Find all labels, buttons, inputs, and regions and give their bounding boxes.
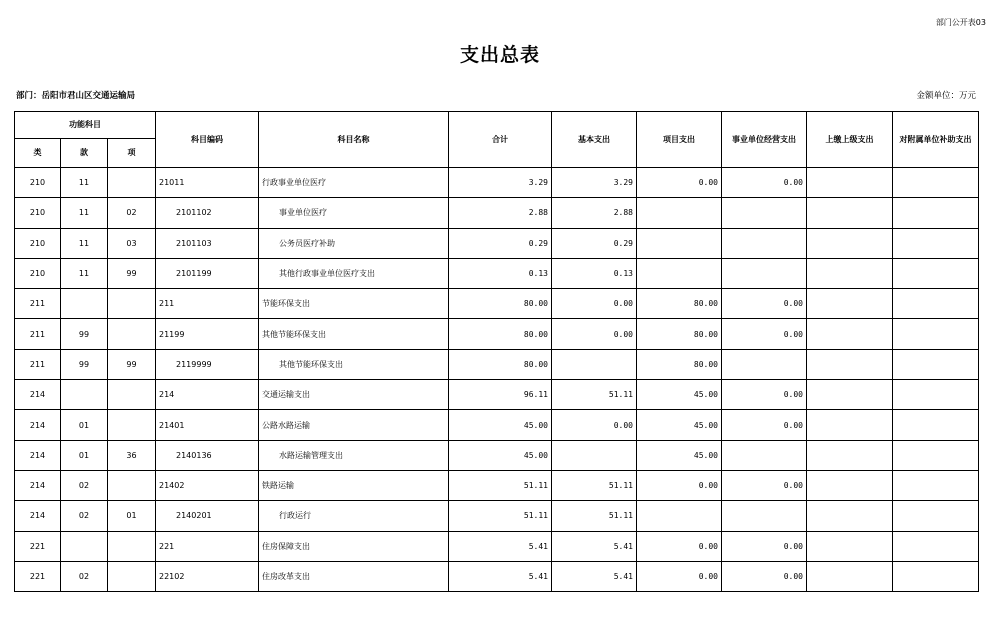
cell-xiang: [108, 561, 156, 591]
cell-upper: [807, 168, 893, 198]
cell-total: 80.00: [449, 349, 552, 379]
cell-xiang: [108, 168, 156, 198]
cell-xiang: 99: [108, 258, 156, 288]
cell-kuan: 99: [61, 319, 108, 349]
cell-lei: 214: [15, 380, 61, 410]
cell-project: 80.00: [637, 289, 722, 319]
cell-xiang: 99: [108, 349, 156, 379]
cell-xiang: [108, 319, 156, 349]
cell-business: 0.00: [722, 319, 807, 349]
cell-name: 事业单位医疗: [259, 198, 449, 228]
cell-kuan: 01: [61, 440, 108, 470]
header-func-subject: 功能科目: [15, 112, 156, 139]
cell-upper: [807, 198, 893, 228]
header-upper: 上缴上级支出: [807, 112, 893, 168]
cell-lei: 210: [15, 258, 61, 288]
cell-code: 21199: [156, 319, 259, 349]
cell-business: 0.00: [722, 561, 807, 591]
cell-business: [722, 440, 807, 470]
table-row: [15, 349, 979, 379]
cell-kuan: [61, 531, 108, 561]
cell-name: 其他节能环保支出: [259, 349, 449, 379]
cell-project: 80.00: [637, 349, 722, 379]
cell-basic: [552, 349, 637, 379]
cell-project: [637, 228, 722, 258]
cell-subsidy: [893, 349, 979, 379]
cell-upper: [807, 410, 893, 440]
cell-code: 22102: [156, 561, 259, 591]
cell-business: 0.00: [722, 470, 807, 500]
cell-basic: 2.88: [552, 198, 637, 228]
header-business: 事业单位经营支出: [722, 112, 807, 168]
header-project: 项目支出: [637, 112, 722, 168]
cell-basic: 51.11: [552, 470, 637, 500]
header-total: 合计: [449, 112, 552, 168]
cell-basic: 0.00: [552, 410, 637, 440]
cell-total: 0.29: [449, 228, 552, 258]
cell-basic: 51.11: [552, 501, 637, 531]
cell-kuan: [61, 289, 108, 319]
cell-business: 0.00: [722, 380, 807, 410]
table-row: [15, 470, 979, 500]
cell-name: 公务员医疗补助: [259, 228, 449, 258]
cell-project: 0.00: [637, 531, 722, 561]
cell-business: [722, 198, 807, 228]
cell-code: 2140136: [156, 440, 259, 470]
cell-project: 0.00: [637, 470, 722, 500]
cell-kuan: 11: [61, 198, 108, 228]
cell-upper: [807, 440, 893, 470]
cell-business: 0.00: [722, 289, 807, 319]
cell-subsidy: [893, 410, 979, 440]
cell-subsidy: [893, 319, 979, 349]
cell-kuan: 02: [61, 501, 108, 531]
cell-upper: [807, 470, 893, 500]
cell-business: 0.00: [722, 410, 807, 440]
cell-basic: 5.41: [552, 561, 637, 591]
cell-total: 3.29: [449, 168, 552, 198]
cell-lei: 214: [15, 440, 61, 470]
cell-upper: [807, 319, 893, 349]
cell-name: 公路水路运输: [259, 410, 449, 440]
header-kuan: 款: [61, 139, 108, 168]
cell-basic: 5.41: [552, 531, 637, 561]
cell-xiang: 02: [108, 198, 156, 228]
header-name: 科目名称: [259, 112, 449, 168]
cell-code: 21401: [156, 410, 259, 440]
cell-code: 2101199: [156, 258, 259, 288]
header-lei: 类: [15, 139, 61, 168]
cell-basic: 0.00: [552, 319, 637, 349]
cell-lei: 210: [15, 228, 61, 258]
cell-subsidy: [893, 470, 979, 500]
header-xiang: 项: [108, 139, 156, 168]
cell-upper: [807, 289, 893, 319]
amount-unit-label: 金额单位：万元: [916, 91, 976, 101]
cell-kuan: 11: [61, 168, 108, 198]
cell-total: 51.11: [449, 470, 552, 500]
table-row: [15, 531, 979, 561]
cell-project: [637, 501, 722, 531]
cell-code: 221: [156, 531, 259, 561]
cell-project: 80.00: [637, 319, 722, 349]
cell-total: 80.00: [449, 319, 552, 349]
cell-subsidy: [893, 228, 979, 258]
cell-name: 行政运行: [259, 501, 449, 531]
cell-total: 2.88: [449, 198, 552, 228]
cell-xiang: [108, 470, 156, 500]
cell-xiang: 01: [108, 501, 156, 531]
cell-subsidy: [893, 561, 979, 591]
cell-total: 0.13: [449, 258, 552, 288]
header-subsidy: 对附属单位补助支出: [893, 112, 979, 168]
cell-project: 0.00: [637, 561, 722, 591]
cell-upper: [807, 258, 893, 288]
cell-upper: [807, 561, 893, 591]
cell-basic: 51.11: [552, 380, 637, 410]
form-number: 部门公开表03: [935, 18, 986, 27]
table-row: [15, 258, 979, 288]
cell-lei: 211: [15, 289, 61, 319]
cell-xiang: [108, 531, 156, 561]
cell-total: 45.00: [449, 410, 552, 440]
table-row: [15, 561, 979, 591]
cell-total: 96.11: [449, 380, 552, 410]
table-row: [15, 168, 979, 198]
table-row: [15, 410, 979, 440]
table-row: [15, 228, 979, 258]
cell-lei: 211: [15, 319, 61, 349]
cell-business: 0.00: [722, 531, 807, 561]
cell-subsidy: [893, 531, 979, 561]
cell-code: 2101103: [156, 228, 259, 258]
cell-project: [637, 258, 722, 288]
cell-subsidy: [893, 289, 979, 319]
cell-basic: 3.29: [552, 168, 637, 198]
cell-total: 80.00: [449, 289, 552, 319]
expenditure-table: [14, 111, 979, 592]
cell-upper: [807, 380, 893, 410]
cell-basic: 0.00: [552, 289, 637, 319]
cell-code: 2119999: [156, 349, 259, 379]
cell-total: 5.41: [449, 531, 552, 561]
cell-kuan: [61, 380, 108, 410]
table-body: [15, 168, 979, 592]
cell-business: [722, 228, 807, 258]
table-row: [15, 289, 979, 319]
cell-code: 21011: [156, 168, 259, 198]
cell-total: 45.00: [449, 440, 552, 470]
cell-upper: [807, 228, 893, 258]
cell-project: 45.00: [637, 380, 722, 410]
cell-project: 45.00: [637, 410, 722, 440]
cell-total: 51.11: [449, 501, 552, 531]
cell-project: 45.00: [637, 440, 722, 470]
cell-subsidy: [893, 380, 979, 410]
cell-code: 21402: [156, 470, 259, 500]
cell-name: 其他行政事业单位医疗支出: [259, 258, 449, 288]
table-row: [15, 198, 979, 228]
cell-lei: 221: [15, 561, 61, 591]
cell-xiang: [108, 289, 156, 319]
cell-lei: 211: [15, 349, 61, 379]
cell-business: 0.00: [722, 168, 807, 198]
cell-xiang: [108, 410, 156, 440]
cell-kuan: 01: [61, 410, 108, 440]
cell-kuan: 02: [61, 561, 108, 591]
cell-lei: 214: [15, 410, 61, 440]
cell-xiang: 03: [108, 228, 156, 258]
cell-basic: 0.13: [552, 258, 637, 288]
cell-basic: [552, 440, 637, 470]
cell-lei: 210: [15, 168, 61, 198]
cell-code: 211: [156, 289, 259, 319]
header-code: 科目编码: [156, 112, 259, 168]
cell-upper: [807, 531, 893, 561]
cell-project: [637, 198, 722, 228]
cell-business: [722, 501, 807, 531]
cell-upper: [807, 349, 893, 379]
cell-basic: 0.29: [552, 228, 637, 258]
header-basic: 基本支出: [552, 112, 637, 168]
cell-name: 住房保障支出: [259, 531, 449, 561]
cell-subsidy: [893, 198, 979, 228]
cell-lei: 214: [15, 470, 61, 500]
cell-name: 节能环保支出: [259, 289, 449, 319]
page-title: 支出总表: [459, 44, 540, 66]
cell-lei: 214: [15, 501, 61, 531]
cell-name: 水路运输管理支出: [259, 440, 449, 470]
cell-upper: [807, 501, 893, 531]
cell-subsidy: [893, 440, 979, 470]
table-row: [15, 380, 979, 410]
cell-name: 其他节能环保支出: [259, 319, 449, 349]
cell-kuan: 11: [61, 228, 108, 258]
cell-xiang: [108, 380, 156, 410]
cell-name: 交通运输支出: [259, 380, 449, 410]
cell-name: 行政事业单位医疗: [259, 168, 449, 198]
cell-total: 5.41: [449, 561, 552, 591]
cell-lei: 210: [15, 198, 61, 228]
cell-kuan: 11: [61, 258, 108, 288]
cell-subsidy: [893, 258, 979, 288]
cell-code: 2101102: [156, 198, 259, 228]
cell-code: 214: [156, 380, 259, 410]
cell-project: 0.00: [637, 168, 722, 198]
table-row: [15, 501, 979, 531]
cell-xiang: 36: [108, 440, 156, 470]
cell-subsidy: [893, 501, 979, 531]
cell-subsidy: [893, 168, 979, 198]
table-row: [15, 440, 979, 470]
table-row: [15, 319, 979, 349]
cell-kuan: 02: [61, 470, 108, 500]
cell-name: 铁路运输: [259, 470, 449, 500]
cell-lei: 221: [15, 531, 61, 561]
department-label: 部门：岳阳市君山区交通运输局: [16, 91, 136, 101]
cell-business: [722, 349, 807, 379]
cell-name: 住房改革支出: [259, 561, 449, 591]
cell-code: 2140201: [156, 501, 259, 531]
cell-business: [722, 258, 807, 288]
cell-kuan: 99: [61, 349, 108, 379]
